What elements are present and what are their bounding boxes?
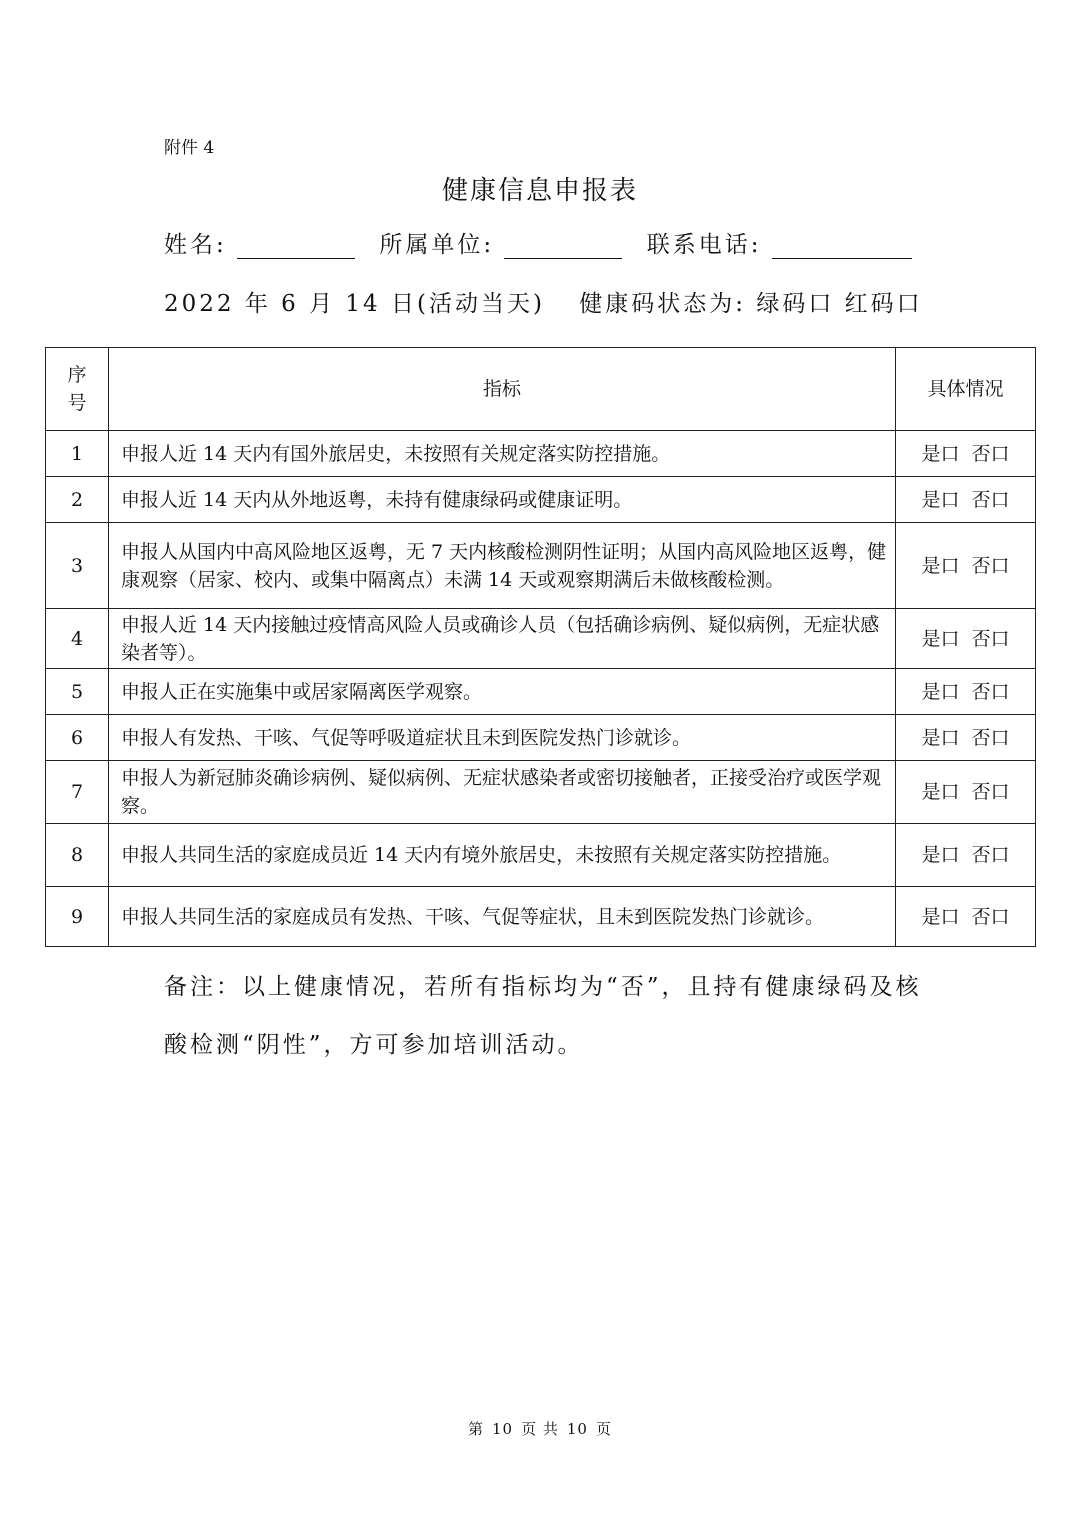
row-indicator: 申报人共同生活的家庭成员近 14 天内有境外旅居史，未按照有关规定落实防控措施。: [109, 824, 896, 887]
row-indicator: 申报人从国内中高风险地区返粤，无 7 天内核酸检测阴性证明；从国内高风险地区返粤，健康观察（居家、校内、或集中隔离点）未满 14 天或观察期满后未做核酸检测。: [109, 523, 896, 609]
no-checkbox[interactable]: 否口: [971, 627, 1010, 650]
health-indicator-table: [45, 347, 1036, 947]
footer-mid: 页 共: [521, 1420, 559, 1438]
row-status: [896, 477, 1036, 523]
row-number: 4: [46, 609, 109, 669]
name-label: 姓名:: [164, 232, 227, 258]
yes-checkbox[interactable]: 是口: [921, 627, 960, 650]
footer-current-page: 10: [492, 1420, 514, 1438]
yes-checkbox[interactable]: 是口: [921, 726, 960, 749]
green-code-option[interactable]: 绿码口: [756, 291, 835, 317]
row-status: [896, 431, 1036, 477]
no-checkbox[interactable]: 否口: [971, 488, 1010, 511]
row-indicator: 申报人有发热、干咳、气促等呼吸道症状且未到医院发热门诊就诊。: [109, 715, 896, 761]
row-status: [896, 609, 1036, 669]
table-row: [46, 609, 1036, 669]
name-blank[interactable]: [237, 228, 355, 259]
header-indicator: 指标: [109, 348, 896, 431]
table-row: [46, 887, 1036, 947]
table-row: [46, 477, 1036, 523]
row-indicator: 申报人正在实施集中或居家隔离医学观察。: [109, 669, 896, 715]
form-title: 健康信息申报表: [441, 176, 638, 206]
unit-blank[interactable]: [504, 228, 622, 259]
table-row: [46, 523, 1036, 609]
row-status: [896, 523, 1036, 609]
row-number: 2: [46, 477, 109, 523]
row-number: 7: [46, 761, 109, 824]
row-status: [896, 887, 1036, 947]
table-row: [46, 824, 1036, 887]
row-indicator: 申报人共同生活的家庭成员有发热、干咳、气促等症状，且未到医院发热门诊就诊。: [109, 887, 896, 947]
yes-checkbox[interactable]: 是口: [921, 554, 960, 577]
table-header-row: [46, 348, 1036, 431]
yes-checkbox[interactable]: 是口: [921, 488, 960, 511]
footer-prefix: 第: [468, 1420, 485, 1438]
no-checkbox[interactable]: 否口: [971, 680, 1010, 703]
row-number: 1: [46, 431, 109, 477]
health-code-label: 健康码状态为:: [579, 291, 746, 317]
activity-date: 2022 年 6 月 14 日(活动当天): [164, 291, 545, 317]
no-checkbox[interactable]: 否口: [971, 844, 1010, 866]
table-row: [46, 715, 1036, 761]
yes-checkbox[interactable]: 是口: [921, 781, 960, 803]
row-indicator: 申报人近 14 天内从外地返粤，未持有健康绿码或健康证明。: [109, 477, 896, 523]
footer-total-pages: 10: [566, 1420, 588, 1438]
row-number: 8: [46, 824, 109, 887]
footer-suffix: 页: [595, 1420, 612, 1438]
yes-checkbox[interactable]: 是口: [921, 844, 960, 866]
page-footer: [0, 1418, 1080, 1439]
row-number: 3: [46, 523, 109, 609]
phone-label: 联系电话:: [646, 232, 762, 258]
row-indicator: 申报人为新冠肺炎确诊病例、疑似病例、无症状感染者或密切接触者，正接受治疗或医学观察。: [109, 761, 896, 824]
no-checkbox[interactable]: 否口: [971, 905, 1010, 928]
row-indicator: 申报人近 14 天内有国外旅居史，未按照有关规定落实防控措施。: [109, 431, 896, 477]
red-code-option[interactable]: 红码口: [844, 291, 923, 317]
row-status: [896, 824, 1036, 887]
header-number: [46, 348, 109, 431]
table-row: [46, 761, 1036, 824]
no-checkbox[interactable]: 否口: [971, 726, 1010, 749]
annex-label: 附件 4: [164, 138, 215, 158]
row-number: 5: [46, 669, 109, 715]
row-number: 9: [46, 887, 109, 947]
date-line: [164, 285, 923, 318]
applicant-fields: [164, 226, 912, 259]
header-status: 具体情况: [896, 348, 1036, 431]
no-checkbox[interactable]: 否口: [971, 554, 1010, 577]
no-checkbox[interactable]: 否口: [971, 781, 1010, 803]
yes-checkbox[interactable]: 是口: [921, 680, 960, 703]
row-indicator: 申报人近 14 天内接触过疫情高风险人员或确诊人员（包括确诊病例、疑似病例，无症状感染者等）。: [109, 609, 896, 669]
yes-checkbox[interactable]: 是口: [921, 905, 960, 928]
yes-checkbox[interactable]: 是口: [921, 442, 960, 465]
row-number: 6: [46, 715, 109, 761]
remark-note: 备注：以上健康情况，若所有指标均为“否”，且持有健康绿码及核酸检测“阴性”，方可参加培训活动。: [164, 974, 922, 1058]
row-status: [896, 669, 1036, 715]
unit-label: 所属单位:: [379, 232, 495, 258]
row-status: [896, 761, 1036, 824]
header-number-text: 序号: [67, 364, 87, 414]
table-row: [46, 431, 1036, 477]
table-row: [46, 669, 1036, 715]
row-status: [896, 715, 1036, 761]
no-checkbox[interactable]: 否口: [971, 442, 1010, 465]
phone-blank[interactable]: [772, 228, 912, 259]
